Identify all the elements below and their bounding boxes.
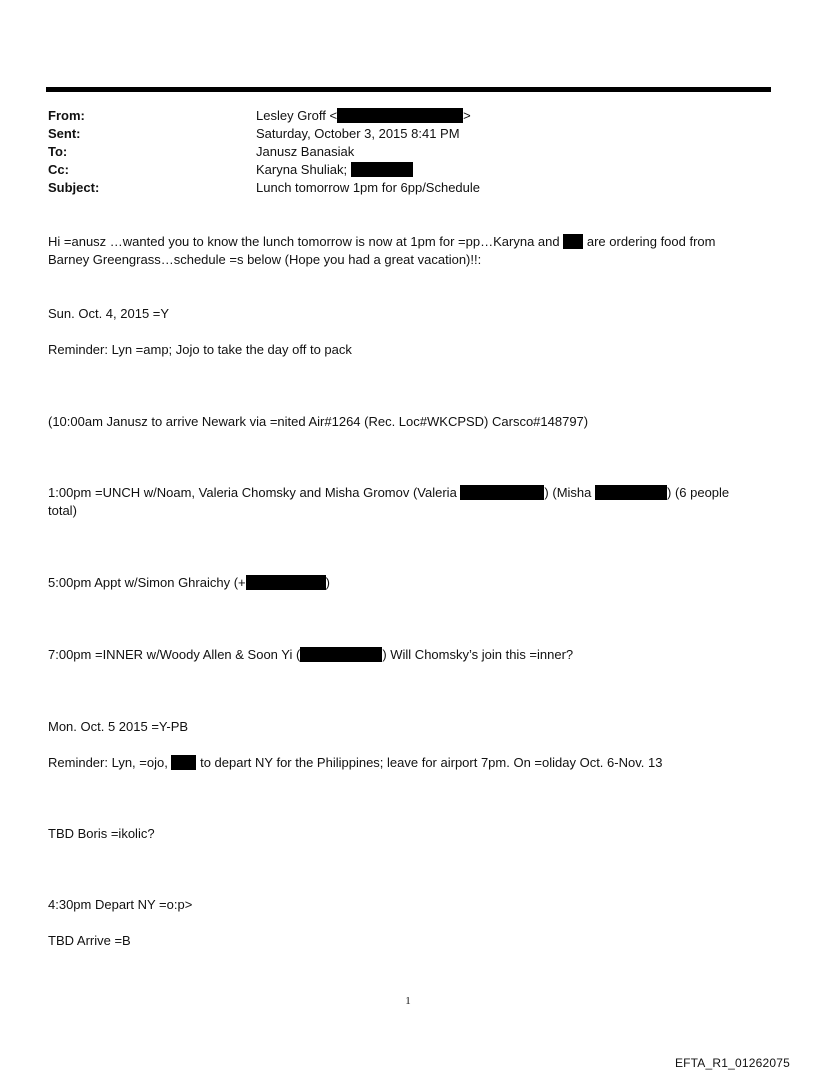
to-value: Janusz Banasiak — [256, 144, 355, 159]
redaction-bar — [351, 162, 413, 177]
sunday-reminder: Reminder: Lyn =amp; Jojo to take the day off to pack — [48, 342, 352, 357]
dinner-item: 7:00pm =INNER w/Woody Allen & Soon Yi ( ) Will Chomsky’s join this =inner? — [48, 647, 574, 662]
sunday-date: Sun. Oct. 4, 2015 =Y — [48, 306, 170, 321]
sent-value: Saturday, October 3, 2015 8:41 PM — [256, 126, 460, 141]
cc-value — [256, 161, 413, 179]
from-label: From: — [48, 108, 85, 123]
arrival-item: (10:00am Janusz to arrive Newark via =nited Air#1264 (Rec. Loc#WKCPSD) Carsco#148797) — [48, 414, 589, 429]
intro-paragraph — [48, 233, 768, 269]
to-label: To: — [48, 144, 68, 159]
subject-value: Lunch tomorrow 1pm for 6pp/Schedule — [256, 180, 481, 195]
subject-label: Subject: — [48, 180, 100, 195]
depart-item: 4:30pm Depart NY =o:p> — [48, 897, 193, 912]
redaction-bar — [460, 485, 544, 500]
intro-line-2: Barney Greengrass…schedule =s below (Hope you had a great vacation)!!: — [48, 252, 482, 267]
lunch-item: 1:00pm =UNCH w/Noam, Valeria Chomsky and Misha Gromov (Valeria ) (Misha ) (6 people total) — [48, 485, 730, 518]
from-value — [256, 107, 471, 125]
monday-date: Mon. Oct. 5 2015 =Y-PB — [48, 719, 189, 734]
redaction-bar — [563, 234, 583, 249]
redaction-bar — [171, 755, 196, 770]
document-id: EFTA_R1_01262075 — [674, 1056, 790, 1070]
redaction-bar — [337, 108, 463, 123]
monday-reminder: Reminder: Lyn, =ojo, to depart NY for the Philippines; leave for airport 7pm. On =oliday Oct. 6-Nov. 13 — [48, 755, 663, 770]
redaction-bar — [246, 575, 326, 590]
from-close: > — [463, 108, 471, 123]
cc-name: Karyna Shuliak; — [256, 162, 348, 177]
redaction-bar — [300, 647, 382, 662]
cc-label: Cc: — [48, 162, 69, 177]
appointment-item: 5:00pm Appt w/Simon Ghraichy (+ ) — [48, 575, 330, 590]
sent-label: Sent: — [48, 126, 81, 141]
page-number: 1 — [405, 995, 411, 1007]
tbd-arrive-item: TBD Arrive =B — [48, 933, 131, 948]
tbd-boris-item: TBD Boris =ikolic? — [48, 826, 155, 841]
redaction-bar — [595, 485, 667, 500]
intro-line-1: Hi =anusz …wanted you to know the lunch tomorrow is now at 1pm for =pp…Karyna and are ordering food from — [48, 234, 716, 249]
header-rule — [46, 87, 771, 92]
from-name: Lesley Groff < — [256, 108, 338, 123]
